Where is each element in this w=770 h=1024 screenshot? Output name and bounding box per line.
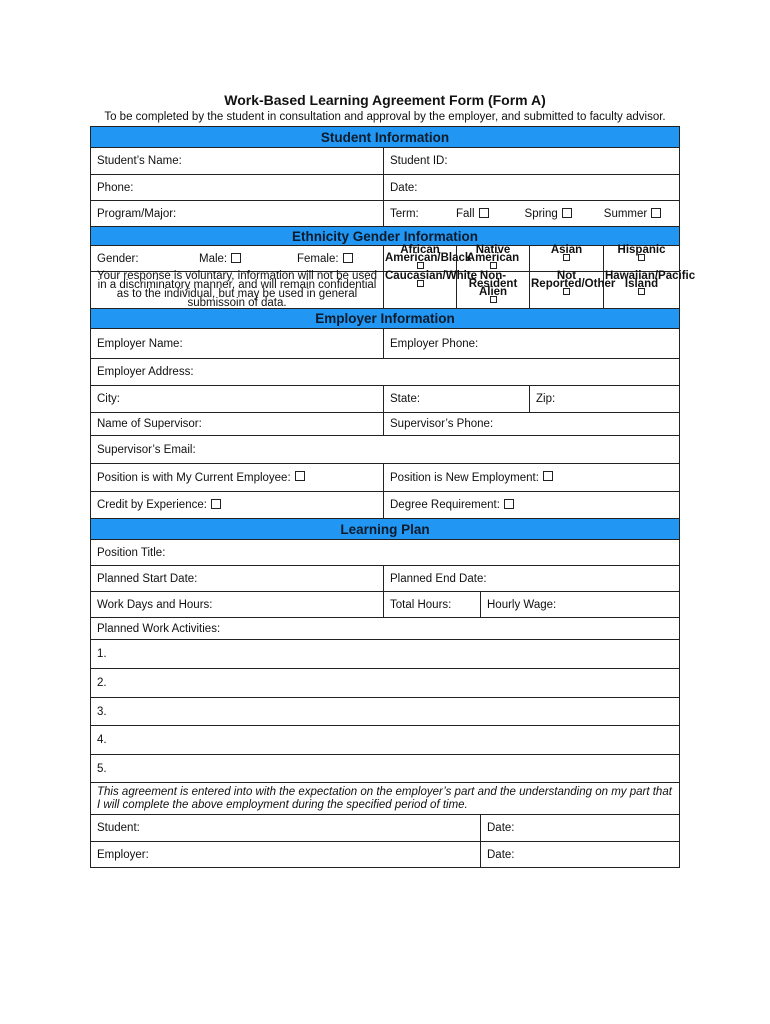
phone-field[interactable]: Phone: — [91, 175, 384, 201]
learning-plan-header: Learning Plan — [91, 519, 680, 540]
supervisor-phone-field[interactable]: Supervisor’s Phone: — [384, 413, 680, 436]
summer-checkbox[interactable] — [651, 208, 661, 218]
form-subtitle: To be completed by the student in consultation and approval by the employer, and submitted to faculty advisor. — [104, 111, 666, 123]
ethnicity-checkbox[interactable] — [490, 296, 497, 303]
credit-experience-checkbox[interactable] — [211, 499, 221, 509]
ethnicity-option-label: Non-Resident Alien — [468, 270, 518, 298]
ethnicity-checkbox[interactable] — [417, 280, 424, 287]
voluntary-notice: Your response is voluntary, information will not be used in a discriminatory manner, and will remain confidential as to the individual, but may be used in general submissoin of data. — [91, 272, 384, 309]
activity-field[interactable]: 2. — [91, 669, 680, 698]
current-employee-checkbox[interactable] — [295, 471, 305, 481]
female-checkbox[interactable] — [343, 253, 353, 263]
ethnicity-checkbox[interactable] — [638, 254, 645, 261]
gender-male-option[interactable] — [199, 253, 297, 265]
ethnicity-option-caucasian[interactable] — [384, 270, 478, 309]
male-label: Male: — [199, 252, 228, 265]
degree-requirement-option[interactable] — [384, 492, 680, 519]
ethnicity-option-asian[interactable] — [530, 246, 604, 272]
ethnicity-option-label: Hawaiian/Pacific Island — [605, 270, 696, 290]
activity-field[interactable]: 4. — [91, 726, 680, 755]
student-id-field[interactable]: Student ID: — [384, 148, 680, 175]
term-label: Term: — [390, 207, 419, 220]
activity-field[interactable]: 3. — [91, 698, 680, 726]
new-employment-label: Position is New Employment: — [390, 471, 539, 484]
work-days-hours-field[interactable]: Work Days and Hours: — [91, 592, 384, 618]
activity-field[interactable]: 5. — [91, 755, 680, 783]
term-spring-label: Spring — [524, 207, 558, 220]
supervisor-name-field[interactable]: Name of Supervisor: — [91, 413, 384, 436]
state-field[interactable]: State: — [384, 386, 530, 413]
ethnicity-option-african-american[interactable] — [384, 244, 472, 272]
ethnicity-checkbox[interactable] — [563, 254, 570, 261]
hourly-wage-field[interactable]: Hourly Wage: — [481, 592, 680, 618]
planned-work-activities-label: Planned Work Activities: — [91, 618, 680, 640]
ethnicity-option-label: African American/Black — [385, 244, 472, 264]
term-summer-option[interactable] — [604, 208, 661, 220]
zip-field[interactable]: Zip: — [530, 386, 680, 413]
credit-experience-label: Credit by Experience: — [97, 499, 207, 511]
fall-checkbox[interactable] — [479, 208, 489, 218]
supervisor-email-field[interactable]: Supervisor’s Email: — [91, 436, 680, 464]
student-signature-field[interactable]: Student: — [91, 815, 481, 842]
ethnicity-option-label: Native American — [466, 244, 520, 264]
ethnicity-checkbox[interactable] — [490, 262, 497, 269]
ethnicity-option-label: Not Reported/Other — [531, 270, 616, 290]
spring-checkbox[interactable] — [562, 208, 572, 218]
ethnicity-checkbox[interactable] — [563, 288, 570, 295]
form-title: Work-Based Learning Agreement Form (Form A) — [224, 92, 546, 108]
ethnicity-option-hawaiian-pacific[interactable] — [604, 270, 696, 309]
ethnicity-option-hispanic[interactable] — [604, 246, 680, 272]
current-employee-label: Position is with My Current Employee: — [97, 471, 291, 484]
city-field[interactable]: City: — [91, 386, 384, 413]
date-field[interactable]: Date: — [384, 175, 680, 201]
planned-end-date-field[interactable]: Planned End Date: — [384, 566, 680, 592]
position-title-field[interactable]: Position Title: — [91, 540, 680, 566]
ethnicity-checkbox[interactable] — [417, 262, 424, 269]
female-label: Female: — [297, 252, 339, 265]
ethnicity-option-label: Hispanic — [617, 244, 666, 256]
gender-cell — [91, 246, 384, 272]
program-major-field[interactable]: Program/Major: — [91, 201, 384, 227]
employer-date-field[interactable]: Date: — [481, 842, 680, 868]
employer-info-header: Employer Information — [91, 309, 680, 329]
agreement-form — [90, 126, 696, 868]
credit-experience-option[interactable] — [91, 492, 384, 519]
term-fall-option[interactable] — [456, 208, 489, 220]
employer-name-field[interactable]: Employer Name: — [91, 329, 384, 359]
term-fall-label: Fall — [456, 207, 475, 220]
term-cell — [384, 201, 680, 227]
degree-requirement-checkbox[interactable] — [504, 499, 514, 509]
degree-requirement-label: Degree Requirement: — [390, 499, 500, 511]
employer-address-field[interactable]: Employer Address: — [91, 359, 680, 386]
employer-phone-field[interactable]: Employer Phone: — [384, 329, 680, 359]
planned-start-date-field[interactable]: Planned Start Date: — [91, 566, 384, 592]
ethnicity-header: Ethnicity Gender Information — [91, 227, 680, 246]
ethnicity-option-label: Caucasian/White — [385, 270, 478, 282]
current-employee-option[interactable] — [91, 464, 384, 492]
agreement-statement: This agreement is entered into with the expectation on the employer’s part and the understanding on my part that I will complete the above employment during the specified period of time. — [91, 783, 680, 815]
total-hours-field[interactable]: Total Hours: — [384, 592, 481, 618]
activity-field[interactable]: 1. — [91, 640, 680, 669]
student-info-header: Student Information — [91, 127, 680, 148]
employer-signature-field[interactable]: Employer: — [91, 842, 481, 868]
student-date-field[interactable]: Date: — [481, 815, 680, 842]
new-employment-option[interactable] — [384, 464, 680, 492]
ethnicity-option-native-american[interactable] — [457, 246, 530, 272]
ethnicity-option-label: Asian — [550, 244, 583, 256]
gender-label: Gender: — [97, 252, 139, 265]
student-name-field[interactable]: Student’s Name: — [91, 148, 384, 175]
male-checkbox[interactable] — [231, 253, 241, 263]
gender-female-option[interactable] — [297, 253, 353, 265]
term-summer-label: Summer — [603, 207, 648, 220]
term-spring-option[interactable] — [525, 208, 572, 220]
new-employment-checkbox[interactable] — [543, 471, 553, 481]
ethnicity-option-not-reported[interactable] — [530, 270, 616, 309]
ethnicity-checkbox[interactable] — [638, 288, 645, 295]
